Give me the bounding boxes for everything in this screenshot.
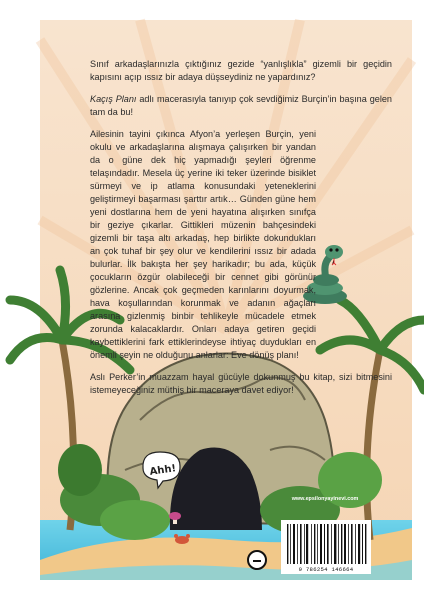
blurb-paragraph-2-text: adlı macerasıyla tanıyıp çok sevdiğimiz Burçin’in başına gelen tam da bu! (90, 94, 392, 117)
speech-bubble-text: Ahh! (149, 463, 177, 478)
blurb-paragraph-1: Sınıf arkadaşlarınızla çıktığınız gezide “yanlışlıkla” gizemli bir geçidin kapısını açıp ıssız bir adaya düşseydiniz ne yapardınız? (90, 59, 392, 82)
blurb-paragraph-3: Ailesinin tayini çıkınca Afyon’a yerleşen Burçin, yeni okulu ve arkadaşlarına alışmaya çalışırken bir yandan da o güne dek hiç yapmadığı şeyleri öğrenme telaşındadır. Mesela üç yerine iki teker üzerinde bisiklet sürmeyi ve ip atlama konusundaki yeteneklerini geliştirmeyi başarması şarttır artık… Günden güne hem yeni dostlarına hem de yeni hayatına alışırken sınıfça bir geziye çıkarlar. Gittikleri müzenin bahçesindeki gizemli bir taşa altı arkadaş, hep birlikte dokundukları an çok tuhaf bir şey olur ve kendilerini ıssız bir adada bulurlar. İlk bakışta her şey harikadır; bu ada, küçük çocukların özgür olabileceği bir cennet gibi görünür gözlerine. Ancak çok geçmeden karınlarını doyurmak, hava koşullarından korunmak ve adanın ağaçları arasına gizlenmiş binbir tehlikeyle mücadele etmek zorunda kalacaklardır. Onları adaya getiren geçidi kaybettiklerini fark ettiklerindeyse ihtiyaç duydukları en önemli şeyin ne olduğunu anlarlar: Eve dönüş planı! (90, 129, 316, 360)
blurb-paragraph-4: Aslı Perker’in muazzam hayal gücüyle dokunmuş bu kitap, sizi bitmesini istemeyeceğiniz müthiş bir maceraya davet ediyor! (90, 372, 392, 395)
epsilon-logo-icon (247, 550, 267, 570)
isbn-number: 9 786254 146664 (298, 566, 354, 573)
back-cover-blurb (90, 58, 392, 406)
blurb-paragraph-2 (90, 93, 392, 119)
book-title-mention: Kaçış Planı (90, 94, 137, 104)
publisher-url: www.epsilonyayinevi.com (291, 496, 359, 502)
